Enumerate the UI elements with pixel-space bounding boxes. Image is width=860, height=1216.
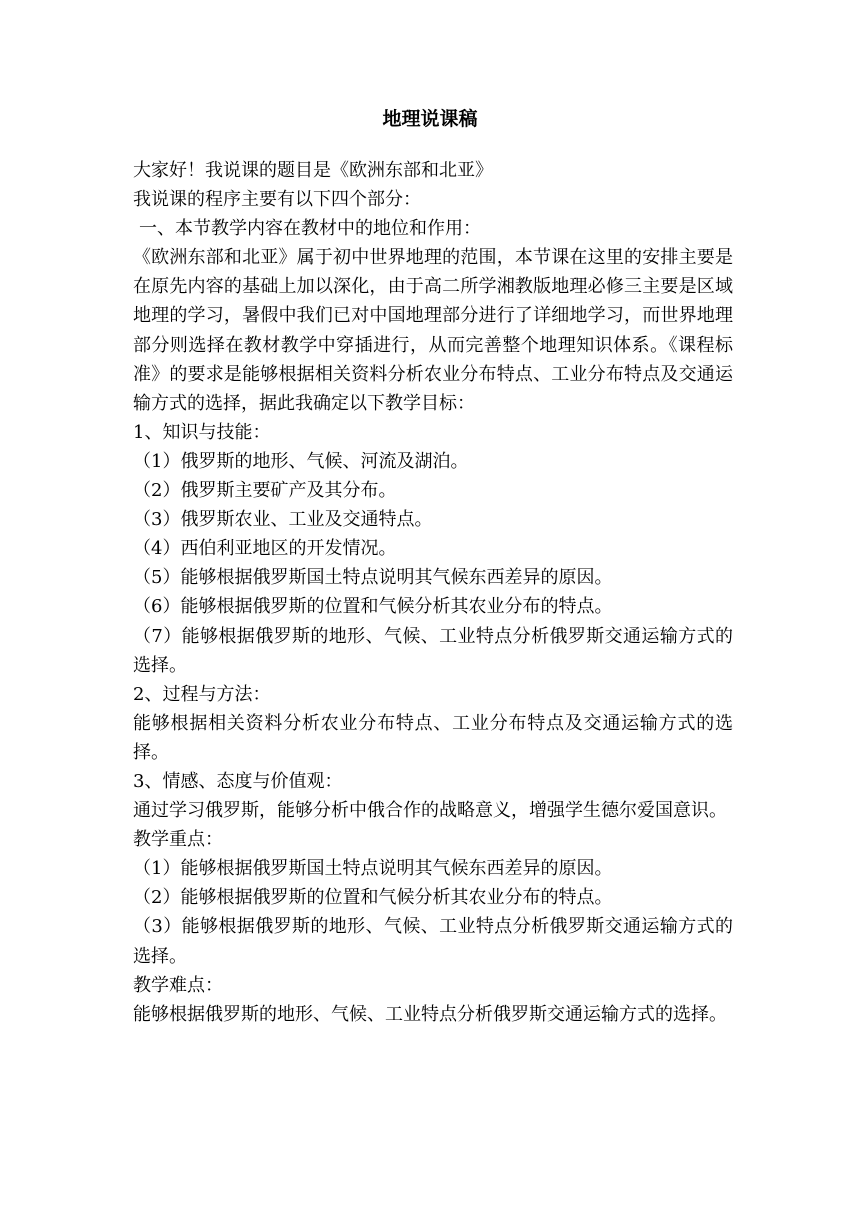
process-paragraph: 能够根据相关资料分析农业分布特点、工业分布特点及交通运输方式的选择。 <box>133 712 733 763</box>
objective-item: （2）俄罗斯主要矿产及其分布。 <box>133 480 397 502</box>
outline-paragraph: 我说课的程序主要有以下四个部分： <box>133 189 421 211</box>
difficult-points-heading: 教学难点： <box>133 974 223 996</box>
section-heading-1: 一、本节教学内容在教材中的地位和作用： <box>139 218 481 240</box>
objective-heading-3: 3、情感、态度与价值观： <box>133 770 343 792</box>
objective-item: （7）能够根据俄罗斯的地形、气候、工业特点分析俄罗斯交通运输方式的选择。 <box>133 625 733 676</box>
objective-item: （4）西伯利亚地区的开发情况。 <box>133 538 397 560</box>
objective-item: （6）能够根据俄罗斯的位置和气候分析其农业分布的特点。 <box>133 596 613 618</box>
objective-item: （1）俄罗斯的地形、气候、河流及湖泊。 <box>133 450 469 472</box>
content-paragraph: 《欧洲东部和北亚》属于初中世界地理的范围，本节课在这里的安排主要是在原先内容的基础上加以深化，由于高二所学湘教版地理必修三主要是区域地理的学习，暑假中我们已对中国地理部分进行了详细地学习，而世界地理部分则选择在教材教学中穿插进行，从而完善整个地理知识体系。《课程标准》的要求是能够根据相关资料分析农业分布特点、工业分布特点及交通运输方式的选择，据此我确定以下教学目标： <box>133 247 733 414</box>
key-point-item: （3）能够根据俄罗斯的地形、气候、工业特点分析俄罗斯交通运输方式的选择。 <box>133 916 733 967</box>
values-paragraph: 通过学习俄罗斯，能够分析中俄合作的战略意义，增强学生德尔爱国意识。 <box>133 800 727 822</box>
objective-heading-1: 1、知识与技能： <box>133 421 271 443</box>
objective-item: （3）俄罗斯农业、工业及交通特点。 <box>133 509 433 531</box>
document-title: 地理说课稿 <box>382 108 478 130</box>
difficult-point-paragraph: 能够根据俄罗斯的地形、气候、工业特点分析俄罗斯交通运输方式的选择。 <box>133 1003 727 1025</box>
document-body <box>133 156 733 1029</box>
objective-item: （5）能够根据俄罗斯国土特点说明其气候东西差异的原因。 <box>133 567 613 589</box>
key-point-item: （1）能够根据俄罗斯国土特点说明其气候东西差异的原因。 <box>133 858 613 880</box>
objective-heading-2: 2、过程与方法： <box>133 683 271 705</box>
key-point-item: （2）能够根据俄罗斯的位置和气候分析其农业分布的特点。 <box>133 887 613 909</box>
greeting-paragraph: 大家好！我说课的题目是《欧洲东部和北亚》 <box>133 160 493 181</box>
key-points-heading: 教学重点： <box>133 829 223 851</box>
